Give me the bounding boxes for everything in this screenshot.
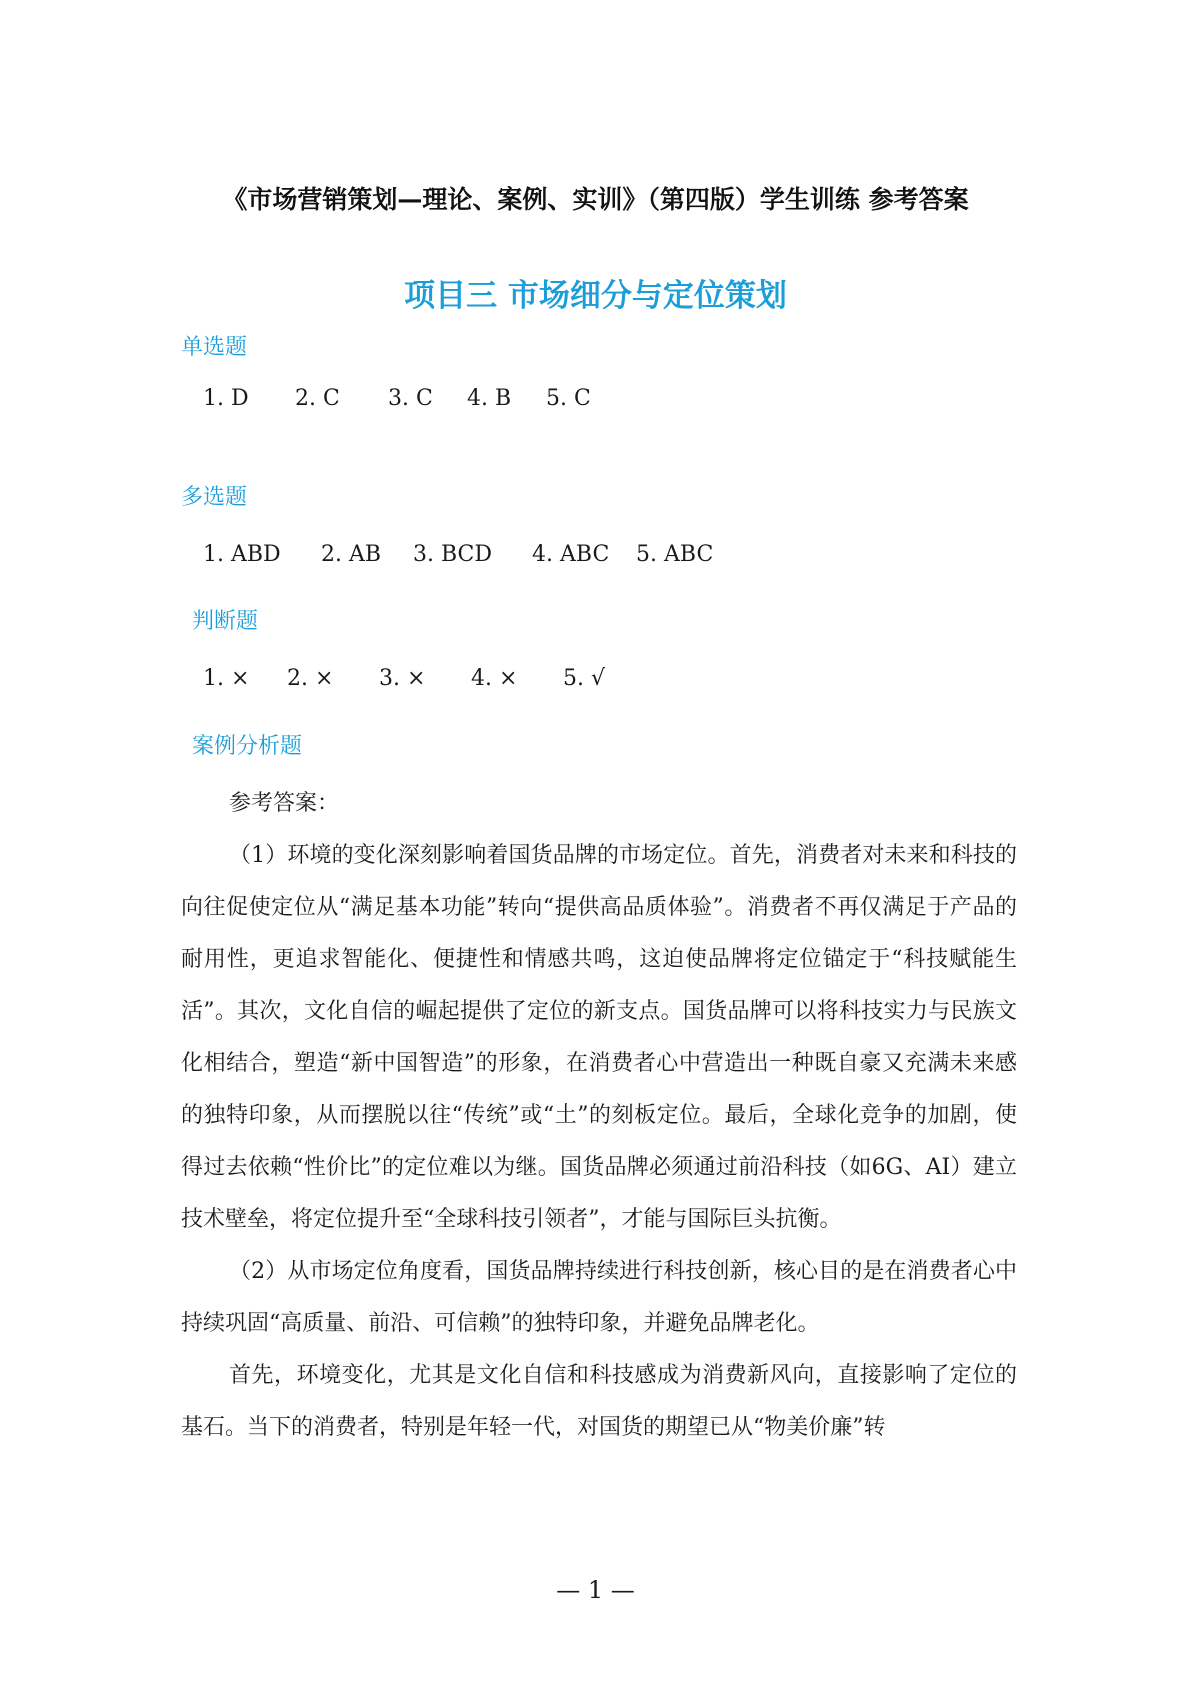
answer-item: 4. B <box>467 386 512 411</box>
case-analysis-intro: 参考答案： <box>229 791 340 816</box>
true-false-answers <box>203 666 605 691</box>
case-paragraph-1: （1）环境的变化深刻影响着国货品牌的市场定位。首先，消费者对未来和科技的向往促使定位从“满足基本功能”转向“提供高品质体验”。消费者不再仅满足于产品的耐用性，更追求智能化、便捷性和情感共鸣，这迫使品牌将定位锚定于“科技赋能生活”。其次，文化自信的崛起提供了定位的新支点。国货品牌可以将科技实力与民族文化相结合，塑造“新中国智造”的形象，在消费者心中营造出一种既自豪又充满未来感的独特印象，从而摆脱以往“传统”或“土”的刻板定位。最后，全球化竞争的加剧，使得过去依赖“性价比”的定位难以为继。国货品牌必须通过前沿科技（如6G、AI）建立技术壁垒，将定位提升至“全球科技引领者”，才能与国际巨头抗衡。 <box>181 843 1017 1232</box>
answer-item: 2. C <box>295 386 340 411</box>
answer-item: 5. ABC <box>636 542 714 567</box>
page-number: — 1 — <box>556 1576 635 1604</box>
case-paragraph-2: （2）从市场定位角度看，国货品牌持续进行科技创新，核心目的是在消费者心中持续巩固“高质量、前沿、可信赖”的独特印象，并避免品牌老化。 <box>181 1259 1017 1336</box>
answer-item: 1. D <box>203 386 249 411</box>
section-heading-multiple-choice: 多选题 <box>181 485 248 510</box>
single-choice-answers <box>203 386 591 411</box>
answer-item: 4. × <box>471 666 518 691</box>
answer-item: 5. C <box>546 386 591 411</box>
chapter-title: 项目三 市场细分与定位策划 <box>404 278 787 314</box>
answer-item: 3. C <box>388 386 433 411</box>
answer-item: 5. √ <box>563 666 606 691</box>
answer-item: 3. BCD <box>413 542 493 567</box>
answer-item: 2. × <box>287 666 334 691</box>
multiple-choice-answers <box>203 542 713 567</box>
answer-item: 2. AB <box>321 542 382 567</box>
section-heading-true-false: 判断题 <box>192 609 259 634</box>
answer-item: 1. ABD <box>203 542 281 567</box>
document-title: 《市场营销策划—理论、案例、实训》（第四版）学生训练 参考答案 <box>222 185 969 214</box>
answer-item: 3. × <box>379 666 426 691</box>
answer-item: 4. ABC <box>532 542 610 567</box>
answer-item: 1. × <box>203 666 250 691</box>
case-paragraph-3: 首先，环境变化，尤其是文化自信和科技感成为消费新风向，直接影响了定位的基石。当下的消费者，特别是年轻一代，对国货的期望已从“物美价廉”转 <box>181 1363 1017 1440</box>
case-analysis-body <box>181 778 1017 1454</box>
section-heading-single-choice: 单选题 <box>181 335 248 360</box>
section-heading-case-analysis: 案例分析题 <box>192 734 303 759</box>
